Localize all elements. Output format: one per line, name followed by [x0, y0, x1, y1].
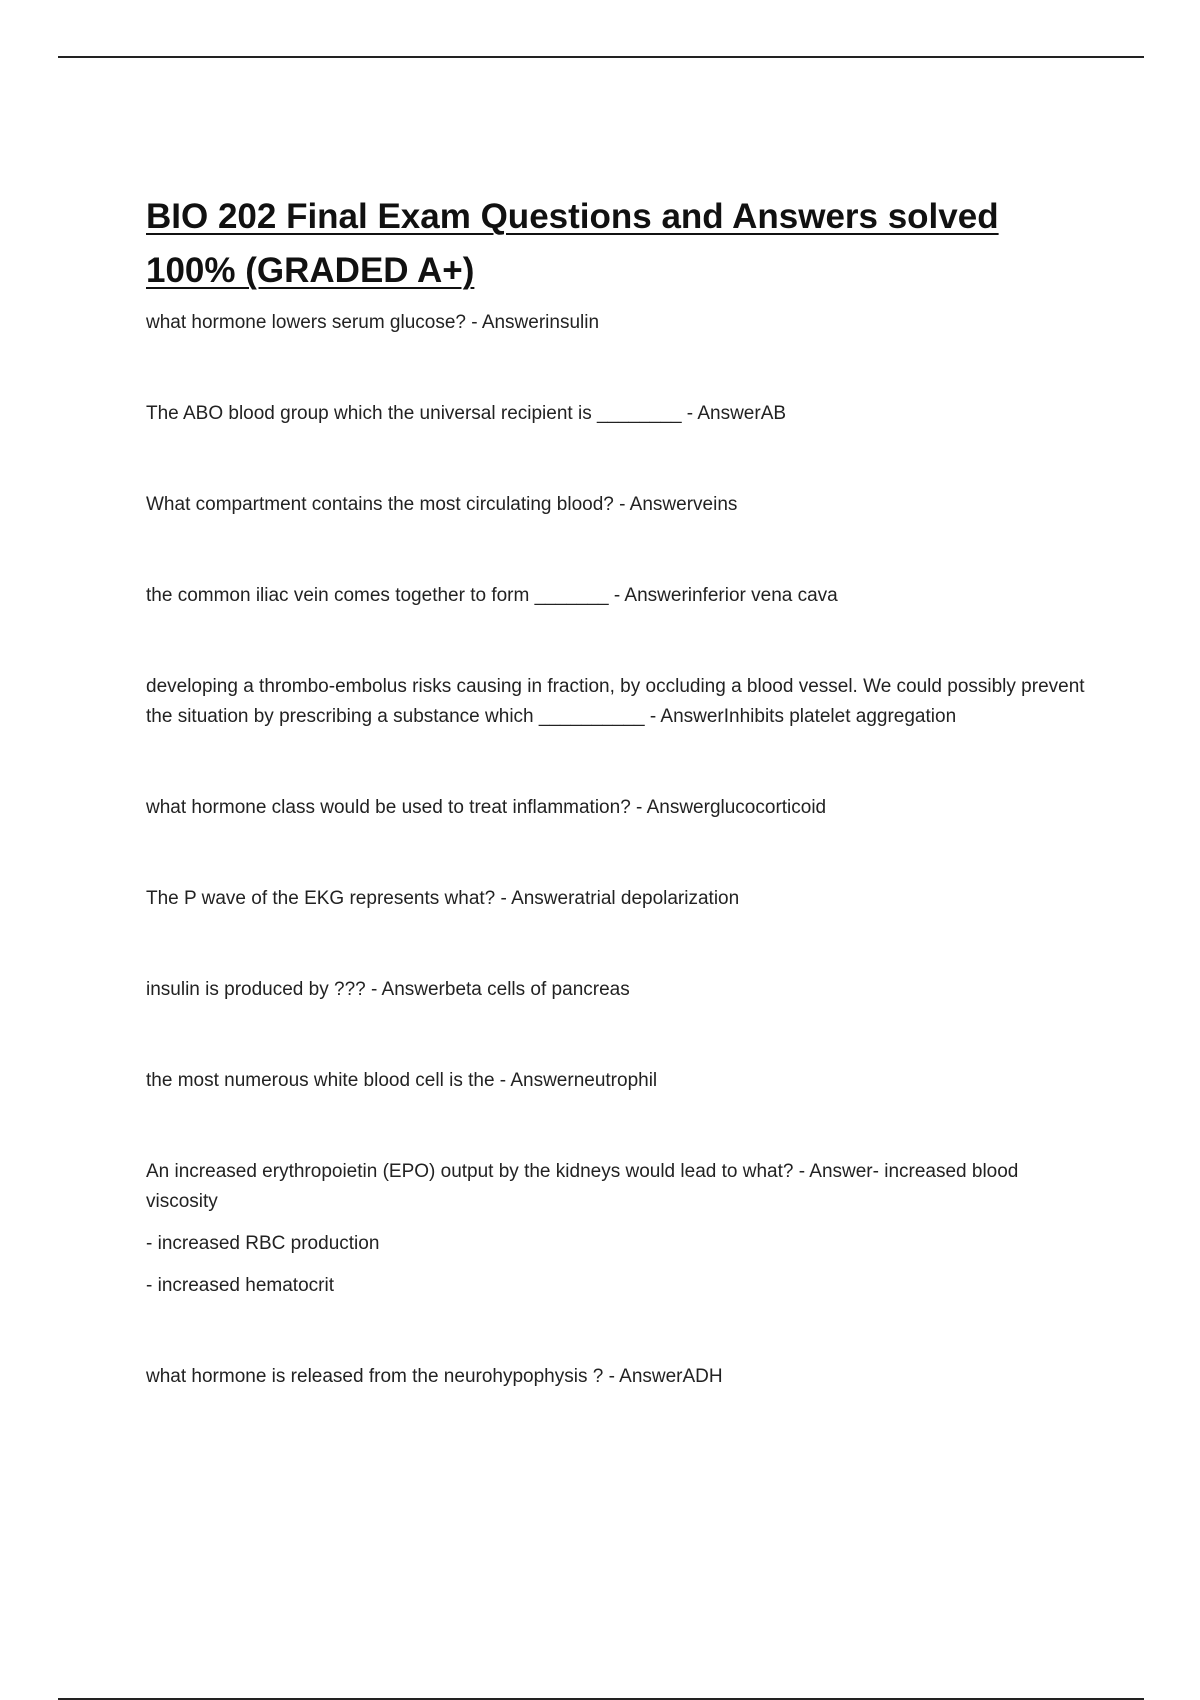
qa-text: what hormone class would be used to treat inflammation? - Answerglucocorticoid [146, 797, 827, 818]
qa-sub-item: - increased hematocrit [146, 1275, 334, 1296]
qa-text: what hormone is released from the neurohypophysis ? - AnswerADH [146, 1366, 723, 1387]
qa-text: developing a thrombo-embolus risks causing in fraction, by occluding a blood vessel. We could possibly prevent the situation by prescribing a substance which __________ - AnswerInhibits platelet aggregation [146, 676, 1085, 727]
qa-text: the common iliac vein comes together to form _______ - Answerinferior vena cava [146, 585, 838, 606]
document-title: BIO 202 Final Exam Questions and Answers solved 100% (GRADED A+) [146, 197, 999, 290]
qa-text: The ABO blood group which the universal recipient is ________ - AnswerAB [146, 403, 787, 424]
qa-text: what hormone lowers serum glucose? - Answerinsulin [146, 312, 600, 333]
qa-text: An increased erythropoietin (EPO) output by the kidneys would lead to what? - Answer- increased blood viscosity [146, 1161, 1019, 1212]
qa-item [146, 672, 1086, 732]
qa-text: The P wave of the EKG represents what? - Answeratrial depolarization [146, 888, 740, 909]
qa-item [146, 884, 1086, 914]
qa-text: insulin is produced by ??? - Answerbeta cells of pancreas [146, 979, 630, 1000]
qa-text: the most numerous white blood cell is the - Answerneutrophil [146, 1070, 658, 1091]
qa-list [146, 308, 1086, 1392]
qa-sub-item: - increased RBC production [146, 1233, 380, 1254]
qa-item [146, 1157, 1086, 1301]
document-body [146, 190, 1086, 1453]
qa-item [146, 399, 1086, 429]
qa-item [146, 308, 1086, 338]
qa-item [146, 1066, 1086, 1096]
qa-item [146, 1362, 1086, 1392]
qa-item [146, 490, 1086, 520]
qa-item [146, 975, 1086, 1005]
qa-item [146, 581, 1086, 611]
qa-text: What compartment contains the most circulating blood? - Answerveins [146, 494, 738, 515]
qa-item [146, 793, 1086, 823]
top-rule [58, 56, 1144, 58]
